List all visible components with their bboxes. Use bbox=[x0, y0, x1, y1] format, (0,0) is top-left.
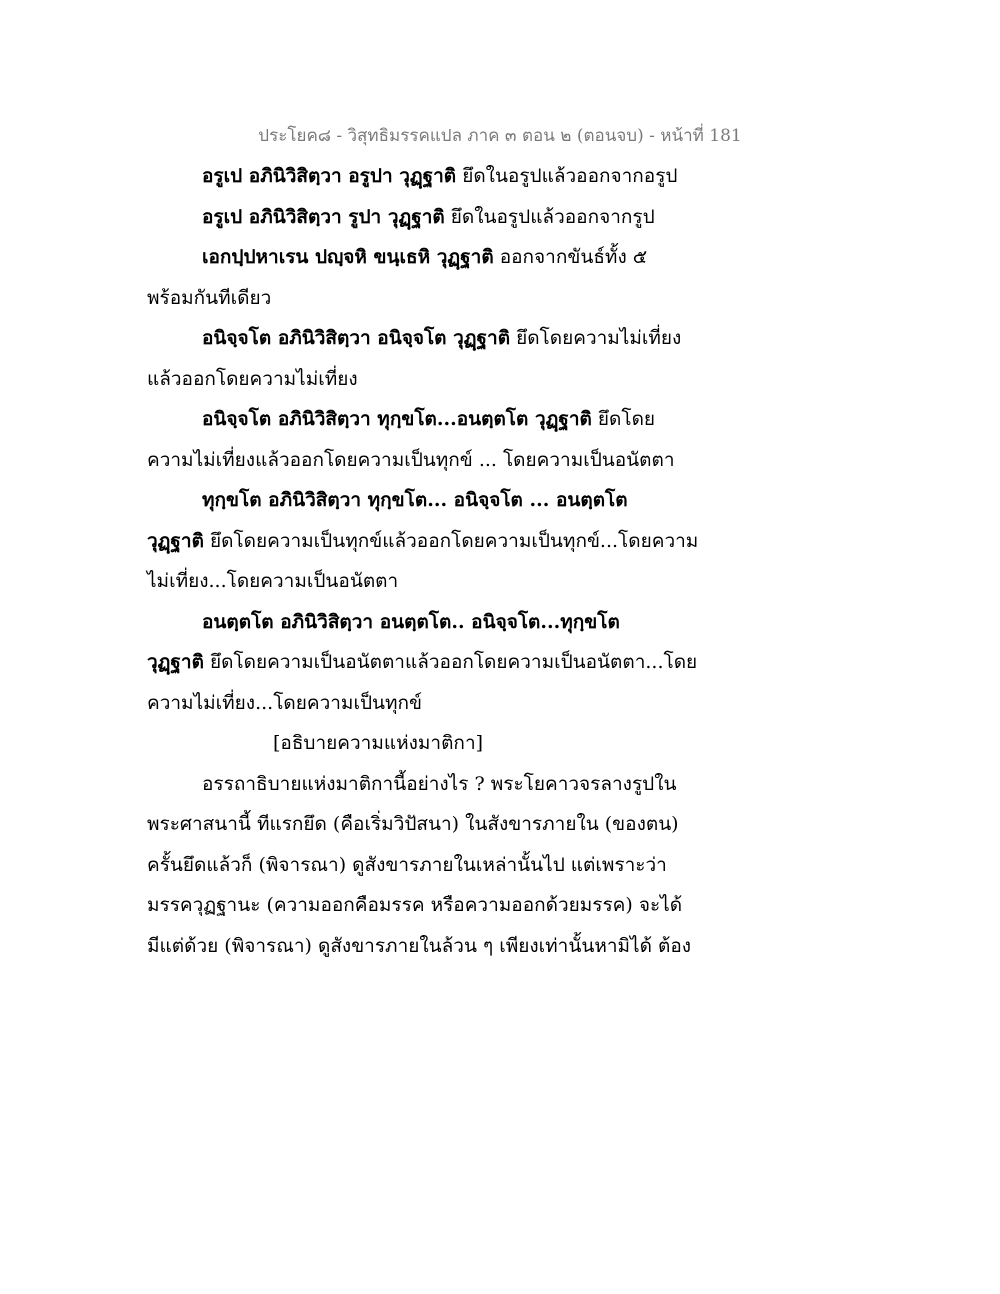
text-line bbox=[147, 278, 687, 319]
pali-term: เอกปฺปหาเรน ปญฺจหิ ขนฺเธหิ วุฏฺฐาติ bbox=[202, 246, 494, 268]
paragraph-text: มรรควุฏฐานะ (ความออกคือมรรค หรือความออกด้วยมรรค) จะได้ bbox=[147, 894, 683, 916]
thai-translation: ความไม่เที่ยงแล้วออกโดยความเป็นทุกข์ ... โดยความเป็นอนัตตา bbox=[147, 448, 675, 471]
thai-translation: ยึดโดย bbox=[591, 408, 656, 430]
section-heading bbox=[147, 723, 687, 764]
page-header: ประโยค๘ - วิสุทธิมรรคแปล ภาค ๓ ตอน ๒ (ตอนจบ) - หน้าที่ 181 bbox=[258, 126, 742, 146]
paragraph-text: อรรถาธิบายแห่งมาติกานี้อย่างไร ? พระโยคาวจรลางรูปใน bbox=[202, 772, 677, 795]
thai-translation: ยึดในอรูปแล้วออกจากรูป bbox=[444, 205, 655, 228]
thai-translation: ยึดในอรูปแล้วออกจากอรูป bbox=[456, 165, 678, 187]
text-line bbox=[147, 683, 687, 724]
section-heading-text: [อธิบายความแห่งมาติกา] bbox=[273, 732, 484, 754]
body-text bbox=[147, 156, 699, 966]
text-line bbox=[147, 885, 687, 926]
thai-translation: แล้วออกโดยความไม่เที่ยง bbox=[147, 367, 358, 390]
thai-translation: ยึดโดยความไม่เที่ยง bbox=[510, 327, 682, 349]
pali-term: วุฏฺฐาติ bbox=[147, 529, 204, 552]
text-line bbox=[147, 764, 687, 805]
text-line bbox=[147, 318, 687, 359]
text-line bbox=[147, 440, 687, 481]
text-line bbox=[147, 480, 687, 521]
thai-translation: ยึดโดยความเป็นอนัตตาแล้วออกโดยความเป็นอนัตตา...โดย bbox=[203, 651, 698, 673]
text-line bbox=[147, 561, 687, 602]
text-line bbox=[147, 804, 687, 845]
pali-term: อรูเป อภินิวิสิตฺวา รูปา วุฏฺฐาติ bbox=[202, 205, 445, 228]
pali-term: อนิจฺจโต อภินิวิสิตฺวา ทุกฺขโต...อนตฺตโต วุฏฺฐาติ bbox=[202, 408, 592, 430]
thai-translation: ยึดโดยความเป็นทุกข์แล้วออกโดยความเป็นทุกข์...โดยความ bbox=[203, 529, 699, 552]
text-line bbox=[147, 156, 687, 197]
thai-translation: ไม่เที่ยง...โดยความเป็นอนัตตา bbox=[147, 570, 399, 592]
pali-term: อนิจฺจโต อภินิวิสิตฺวา อนิจฺจโต วุฏฺฐาติ bbox=[202, 327, 511, 349]
text-line bbox=[147, 237, 687, 278]
text-line bbox=[147, 359, 687, 400]
paragraph-text: มีแต่ด้วย (พิจารณา) ดูสังขารภายในล้วน ๆ เพียงเท่านั้นหามิได้ ต้อง bbox=[147, 934, 692, 957]
thai-translation: ออกจากขันธ์ทั้ง ๕ bbox=[493, 246, 648, 268]
thai-translation: ความไม่เที่ยง...โดยความเป็นทุกข์ bbox=[147, 691, 423, 714]
text-line bbox=[147, 602, 687, 643]
text-line bbox=[147, 197, 687, 238]
pali-term: ทุกฺขโต อภินิวิสิตฺวา ทุกฺขโต... อนิจฺจโต ... อนตฺตโต bbox=[202, 489, 628, 511]
text-line bbox=[147, 642, 698, 683]
pali-term: อนตฺตโต อภินิวิสิตฺวา อนตฺตโต.. อนิจฺจโต...ทุกฺขโต bbox=[202, 610, 620, 633]
text-line bbox=[147, 399, 687, 440]
text-line bbox=[147, 521, 699, 562]
paragraph-text: พระศาสนานี้ ทีแรกยึด (คือเริ่มวิปัสนา) ในสังขารภายใน (ของตน) bbox=[147, 813, 679, 835]
thai-translation: พร้อมกันทีเดียว bbox=[147, 286, 272, 309]
paragraph-text: ครั้นยึดแล้วก็ (พิจารณา) ดูสังขารภายในเหล่านั้นไป แต่เพราะว่า bbox=[147, 853, 667, 876]
pali-term: วุฏฺฐาติ bbox=[147, 651, 204, 673]
text-line bbox=[147, 926, 692, 967]
pali-term: อรูเป อภินิวิสิตฺวา อรูปา วุฏฺฐาติ bbox=[202, 165, 457, 187]
text-line bbox=[147, 845, 687, 886]
